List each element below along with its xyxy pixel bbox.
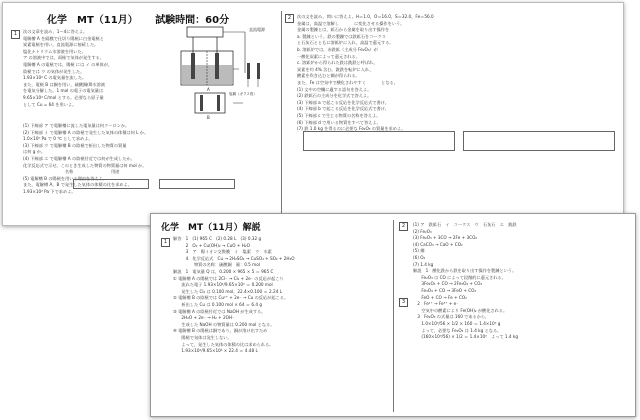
exam-left-column-top <box>23 29 171 108</box>
answer-column-divider <box>393 220 394 412</box>
exam-left-line: 炭素電極を用い，直流電源に接続した。 <box>23 42 99 48</box>
exam-left-line: として Cu = 64 を用いよ。 <box>23 101 77 107</box>
exam-left-line: また，電極 B は銅を用い，硫酸銅(Ⅱ)水溶液 <box>23 81 106 87</box>
exam-sheet <box>2 2 624 226</box>
exam-left-line: (5) 電解槽 B の陽極を用いる理由を答えよ。 <box>23 175 107 181</box>
exam-left-line: を電気分解した。1 mol の電子の電気量は <box>23 88 104 94</box>
exam-right-line: (2) 鉄鉱石の主成分を化学式で答えよ。 <box>297 93 372 99</box>
answer-right-line: 解説 1 酸化鉄から鉄を取り出す操作を製錬という。 <box>413 268 517 274</box>
answer-left-line: ④ 電解槽 B の陽極は銅であり，銅が溶け出すため <box>173 328 268 334</box>
answer-blank-equation[interactable] <box>303 131 455 151</box>
answer-left-line: よって，発生した気体の体積の比は求められる。 <box>173 341 274 347</box>
answer-blank-name[interactable] <box>73 179 149 189</box>
exam-left-line: 塩化ナトリウム水溶液を用いた。 <box>23 48 86 54</box>
exam-right-line: (5) 下線部 c で生じる物質の名称を答えよ。 <box>297 112 381 118</box>
electrolysis-figure <box>173 23 277 121</box>
exam-left-line: 陰極では ウ の気体が発生した。 <box>23 68 85 74</box>
exam-left-line: 化学反応式で示せ。このとき生成した物質の物質量は何 mol か。 <box>23 162 147 168</box>
answer-right-line: (5) 鋼 <box>413 248 425 254</box>
exam-left-line: 1.0×10⁵ Pa で 0 ℃ として求めよ。 <box>23 136 93 142</box>
answer-left-line: 発生した Cl₂ は 0.100 mol，22.4×0.100 ＝ 2.24 L <box>173 288 283 294</box>
answer-left-line: 4 化学反応式 Cu → 2H₂SO₄ → CuSO₄ + SO₂ + 2H₂O <box>173 255 295 261</box>
answer-right-line: (160×10³/56) × 1/2 ＝ 1.4×10³ よって 1.4 kg <box>413 334 518 340</box>
answer-right-line: 3 Fe₂O₃ の式量は 160 であるから， <box>413 314 490 320</box>
answer-left-line: 2H₂O + 2e⁻ → H₂ + 2OH⁻ <box>173 315 235 321</box>
answer-left-line: 析出した Cu は 0.100 mol × 64 ＝ 6.4 g <box>173 301 263 307</box>
answer-left-line: ③ 電解槽 A の陰極付近では NaOH が生成する。 <box>173 308 266 314</box>
exam-right-line: 金属の製錬とは，鉱石から金属を取り出す操作を <box>297 27 390 33</box>
answer-left-line: 解説 1 電気量 Q は，0.200 × 965 × 5 ＝ 965 C <box>173 268 274 274</box>
answer-right-line: (3) Fe₂O₃ + 3CO → 2Fe + 3CO₂ <box>413 235 478 241</box>
answer-left-line: 1.93×10⁴/9.65×10⁴ × 22.4 ＝ 4.48 L <box>173 348 258 354</box>
exam-right-column <box>297 14 617 133</box>
question-2-number: 2 <box>285 14 294 23</box>
column-divider <box>281 11 282 221</box>
exam-left-line: は何 g か。 <box>23 149 46 155</box>
exam-left-line: 1.93×10⁴ Pa 下で求めよ。 <box>23 188 76 194</box>
exam-right-line: (6) 下線部 d で用いる物質をすべて答えよ。 <box>297 119 381 125</box>
answer-right-line: (4) CaCO₃ → CaO + CO₂ <box>413 241 463 247</box>
exam-right-line: b. 溶鉱炉では，赤鉄鉱（主成分 Fe₂O₃）が <box>297 46 378 52</box>
answer-right-line: (6) O₂ <box>413 254 426 260</box>
exam-right-line: 一酸化炭素によって還元される。 <box>297 53 360 59</box>
figure-bottom-label: 塩橋（ガラス管） <box>229 92 257 96</box>
answer-right-line: (2) Fe₂O₃ <box>413 228 432 234</box>
answer-left-line: 生成した NaOH の物質量は 0.200 mol となる。 <box>173 321 275 327</box>
answer-right-column <box>413 222 629 341</box>
answer-left-column <box>173 236 389 355</box>
exam-time-label: 試験時間：60分 <box>155 15 230 26</box>
exam-right-line: (4) 下線部 b で起こる反応を化学反応式で書け。 <box>297 106 389 112</box>
answer-2-number: 2 <box>399 222 408 231</box>
answer-header: 化学 MT（11月）解説 <box>161 223 261 233</box>
answer-right-line: (1) ア 鉄鉱石 イ コークス ウ 石灰石 エ 銑鉄 <box>413 222 517 227</box>
exam-right-line: と石灰石とともに溶鉱炉に入れ，高温で還元する。 <box>297 40 394 46</box>
answer-right-line: 2 Fe²⁺ → Fe³⁺ + e⁻ <box>413 301 459 307</box>
electrolysis-apparatus-diagram <box>173 23 277 121</box>
answer-right-line: Fe₃O₄ + CO → 3FeO + CO₂ <box>413 287 477 293</box>
exam-left-line: (2) 下線部 イ で電解槽 A の陰極で発生した気体の体積は何 L か。 <box>23 129 149 135</box>
exam-left-line: 次の文章を読み，1～4に答えよ。 <box>23 29 88 34</box>
exam-right-line: (3) 下線部 a で起こる反応を化学反応式で書け。 <box>297 99 389 105</box>
exam-right-line: a. 製錬という。鉄の製錬では鉄鉱石をコークス <box>297 33 386 39</box>
answer-left-line: 解答 1 (1) 965 C (2) 0.28 L (3) 0.32 g <box>173 236 262 241</box>
answer-left-line: 2 O₂ + Cu(OH)₂ → CuO + H₂O <box>173 242 250 248</box>
exam-right-line: (1) 文中の空欄に適する語句を答えよ。 <box>297 86 372 92</box>
answer-left-line: 物質の名称：硫酸銅 量：0.5 mol <box>173 262 260 268</box>
answer-1-number: 1 <box>161 238 170 247</box>
exam-right-line: (7) 鉄 1.0 kg を得るのに必要な Fe₂O₃ の質量を求めよ。 <box>297 126 406 132</box>
figure-letter-b: B <box>207 115 210 120</box>
question-1-number: 1 <box>11 30 20 39</box>
answer-left-line: 陽極で気体は発生しない。 <box>173 334 232 340</box>
answer-left-line: ① 電解槽 A の陽極では 2Cl⁻ → Cl₂ + 2e⁻ の反応が起こり <box>173 275 284 281</box>
figure-letter-a: A <box>207 87 210 92</box>
answer-left-line: 流れた電子 1.93×10⁴/9.65×10⁴ ＝ 0.200 mol <box>173 282 273 288</box>
answer-right-line: Fe₂O₃ は CO によって段階的に還元される。 <box>413 274 506 280</box>
exam-left-line: また，電解槽 A，B で発生した気体の体積の比を求めよ。 <box>23 182 132 188</box>
answer-right-line: (7) 1.4 kg <box>413 261 434 267</box>
figure-top-label: 直流電源 <box>249 27 265 32</box>
answer-sheet <box>150 213 636 417</box>
exam-left-line: 名称 用途 <box>23 169 120 175</box>
answer-blank-use[interactable] <box>159 179 235 189</box>
exam-left-line: (3) 下線部 ウ で電解槽 B の陰極で析出した物質の質量 <box>23 142 127 148</box>
exam-left-line: 1.93×10⁴ C の電気量を流した。 <box>23 75 87 81</box>
exam-right-line: 次の文を読み，問いに答えよ。H＝1.0，O＝16.0，S＝32.0，Fe＝56.0 <box>297 14 434 19</box>
exam-right-line: c. 溶鉱炉から得られた鉄は銑鉄と呼ばれ， <box>297 60 378 66</box>
answer-left-line: 3 ア 陽イオン交換膜 イ 塩素 ウ 水素 <box>173 249 272 255</box>
exam-left-column-bottom <box>23 123 278 196</box>
exam-title: 化学 MT（11月） <box>47 15 138 26</box>
exam-left-line: (1) 下線部 ア で電解槽に流した電気量は何クーロンか。 <box>23 123 130 128</box>
exam-left-line: 9.65×10⁴ C/mol とする。必要なら原子量 <box>23 94 104 100</box>
exam-left-line: 電解槽 A の電極では，陽極 には イ の単体が， <box>23 61 113 67</box>
exam-right-line: 炭素を約 4% 含む。銑鉄を転炉に入れ， <box>297 66 374 72</box>
answer-right-line: 空気中の酸素により Fe(OH)₂ が酸化される。 <box>413 307 508 313</box>
exam-left-line: 電解槽 A を隔膜で仕切り陽極に白金電極と <box>23 35 104 41</box>
answer-right-line: 3Fe₂O₃ + CO → 2Fe₃O₄ + CO₂ <box>413 281 483 287</box>
exam-left-line: ア の溶液中では，両極で気体が発生する。 <box>23 55 104 61</box>
exam-right-line: 金属は，高温で溶解し に変化させる操作をいう。 <box>297 20 405 26</box>
answer-3-number: 3 <box>399 298 408 307</box>
answer-right-line: FeO + CO → Fe + CO₂ <box>413 294 467 300</box>
exam-left-line: (4) 下線部 エ で電解槽 A の陰極付近では何が生成したか。 <box>23 155 135 161</box>
answer-right-line: よって，必要な Fe₂O₃ は 1.4 kg となる。 <box>413 327 502 333</box>
exam-right-line: 酸素を吹き込むと鋼が得られる。 <box>297 73 360 79</box>
answer-right-line: 1.0×10³/56 × 1/2 × 160 ＝ 1.4×10³ g <box>413 320 501 326</box>
exam-right-line: また，Fe は空気中で酸化されやすく となる。 <box>297 79 398 85</box>
answer-left-line: ② 電解槽 B の陰極では Cu²⁺ + 2e⁻ → Cu の反応が起こる。 <box>173 295 289 301</box>
answer-blank-equation-2[interactable] <box>463 131 615 151</box>
